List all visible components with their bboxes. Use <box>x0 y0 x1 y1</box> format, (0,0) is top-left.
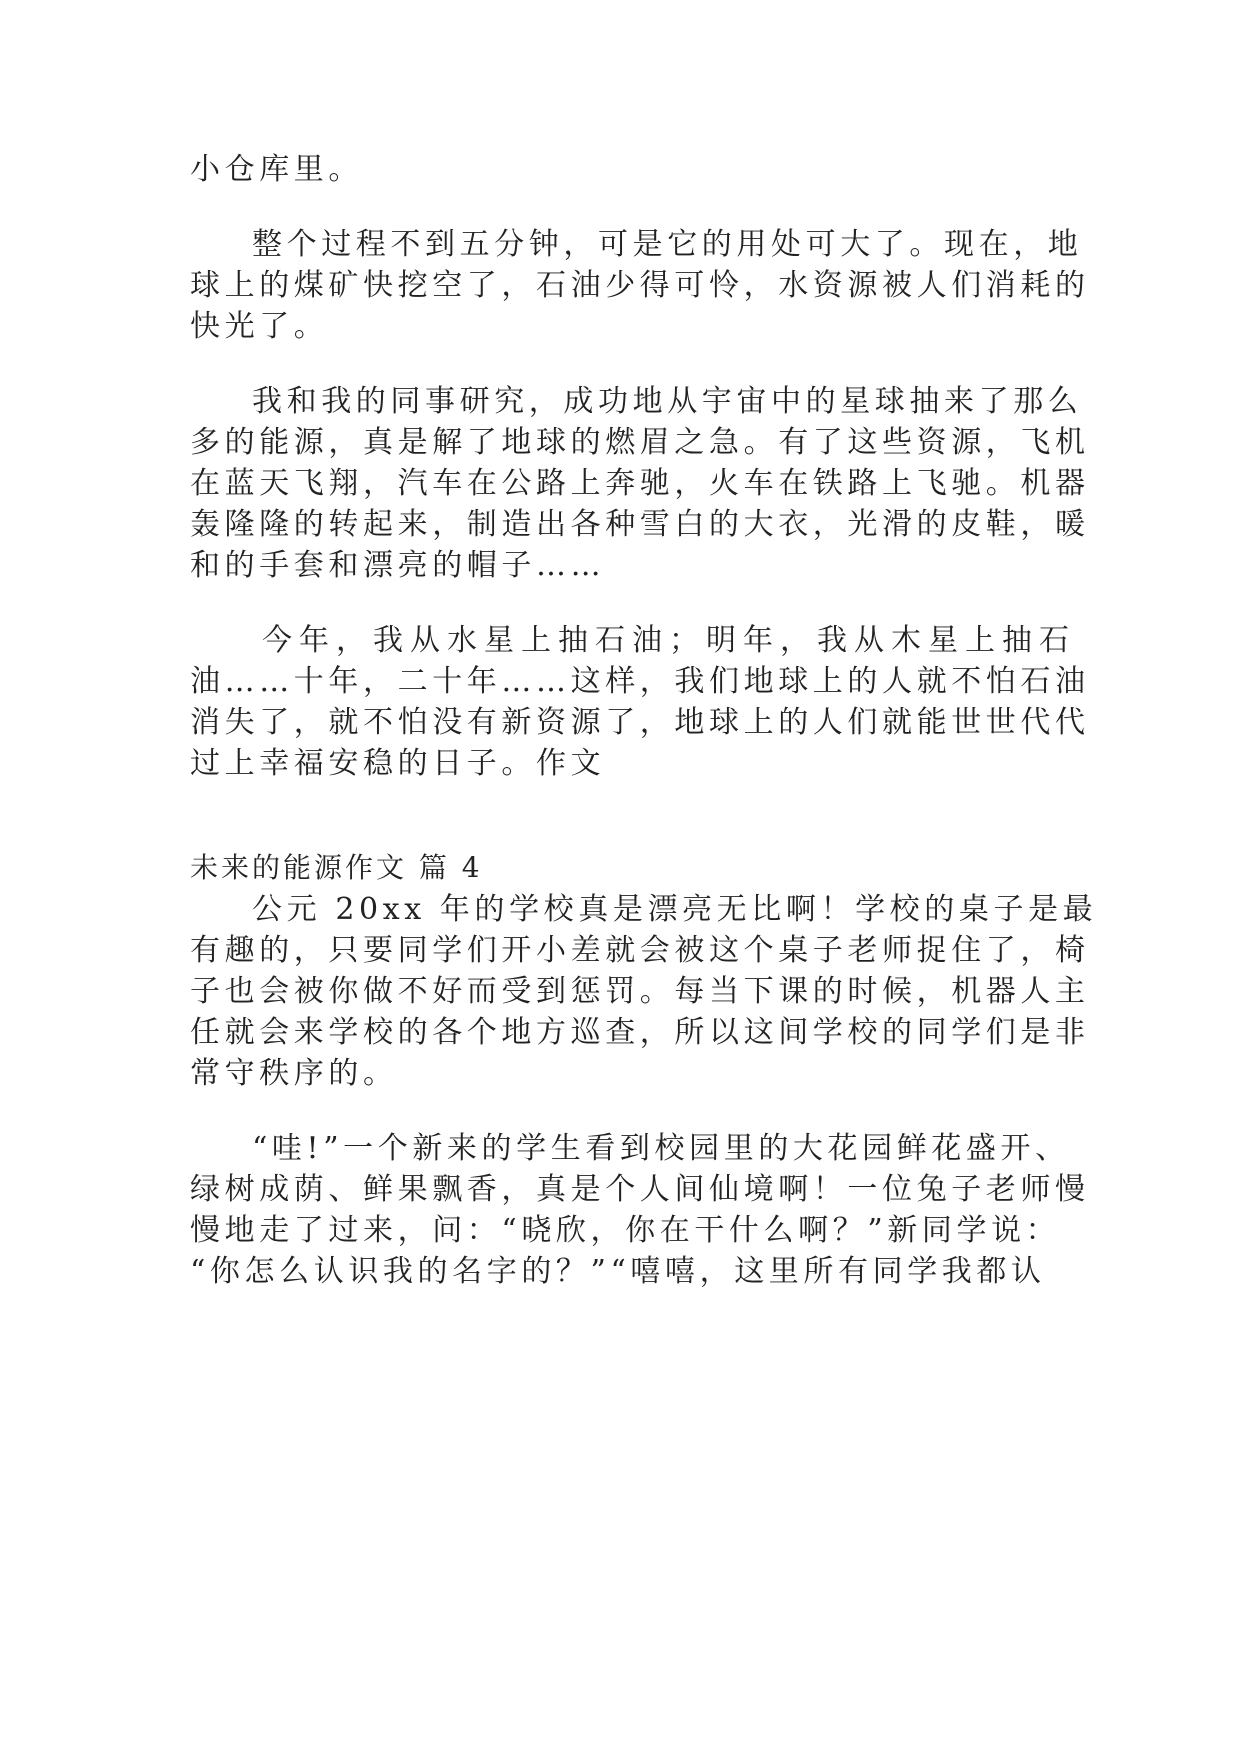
text-line: 多的能源，真是解了地球的燃眉之急。有了这些资源，飞机 <box>190 425 1090 460</box>
text-line: 小仓库里。 <box>190 152 363 187</box>
text-line: “你怎么认识我的名字的？”“嘻嘻，这里所有同学我都认 <box>190 1254 1046 1289</box>
text-line: 消失了，就不怕没有新资源了，地球上的人们就能世世代代 <box>190 705 1090 740</box>
text-line: 快光了。 <box>190 309 329 344</box>
text-line: 在蓝天飞翔，汽车在公路上奔驰，火车在铁路上飞驰。机器 <box>190 466 1090 501</box>
text-line: 整个过程不到五分钟，可是它的用处可大了。现在，地 <box>252 227 1083 262</box>
text-line: 慢地走了过来，问：“晓欣，你在干什么啊？”新同学说： <box>190 1213 1061 1248</box>
text-line: 子也会被你做不好而受到惩罚。每当下课的时候，机器人主 <box>190 974 1090 1009</box>
text-line: 轰隆隆的转起来，制造出各种雪白的大衣，光滑的皮鞋，暖 <box>190 507 1090 542</box>
text-line: “哇!”一个新来的学生看到校园里的大花园鲜花盛开、 <box>252 1131 1070 1166</box>
text-line: 过上幸福安稳的日子。作文 <box>190 746 606 781</box>
text-line: 任就会来学校的各个地方巡查，所以这间学校的同学们是非 <box>190 1015 1090 1050</box>
text-line: 常守秩序的。 <box>190 1056 398 1091</box>
text-line: 球上的煤矿快挖空了，石油少得可怜，水资源被人们消耗的 <box>190 268 1090 303</box>
text-line: 油……十年，二十年……这样，我们地球上的人就不怕石油 <box>190 664 1090 699</box>
text-line: 公元 20xx 年的学校真是漂亮无比啊！学校的桌子是最 <box>252 892 1098 927</box>
text-line: 今年，我从水星上抽石油；明年，我从木星上抽石 <box>262 623 1076 658</box>
text-line: 我和我的同事研究，成功地从宇宙中的星球抽来了那么 <box>252 384 1083 419</box>
section-heading: 未来的能源作文 篇 4 <box>190 851 483 884</box>
text-line: 有趣的，只要同学们开小差就会被这个桌子老师捉住了，椅 <box>190 933 1090 968</box>
text-line: 绿树成荫、鲜果飘香，真是个人间仙境啊！一位兔子老师慢 <box>190 1172 1090 1207</box>
text-line: 和的手套和漂亮的帽子…… <box>190 548 606 583</box>
